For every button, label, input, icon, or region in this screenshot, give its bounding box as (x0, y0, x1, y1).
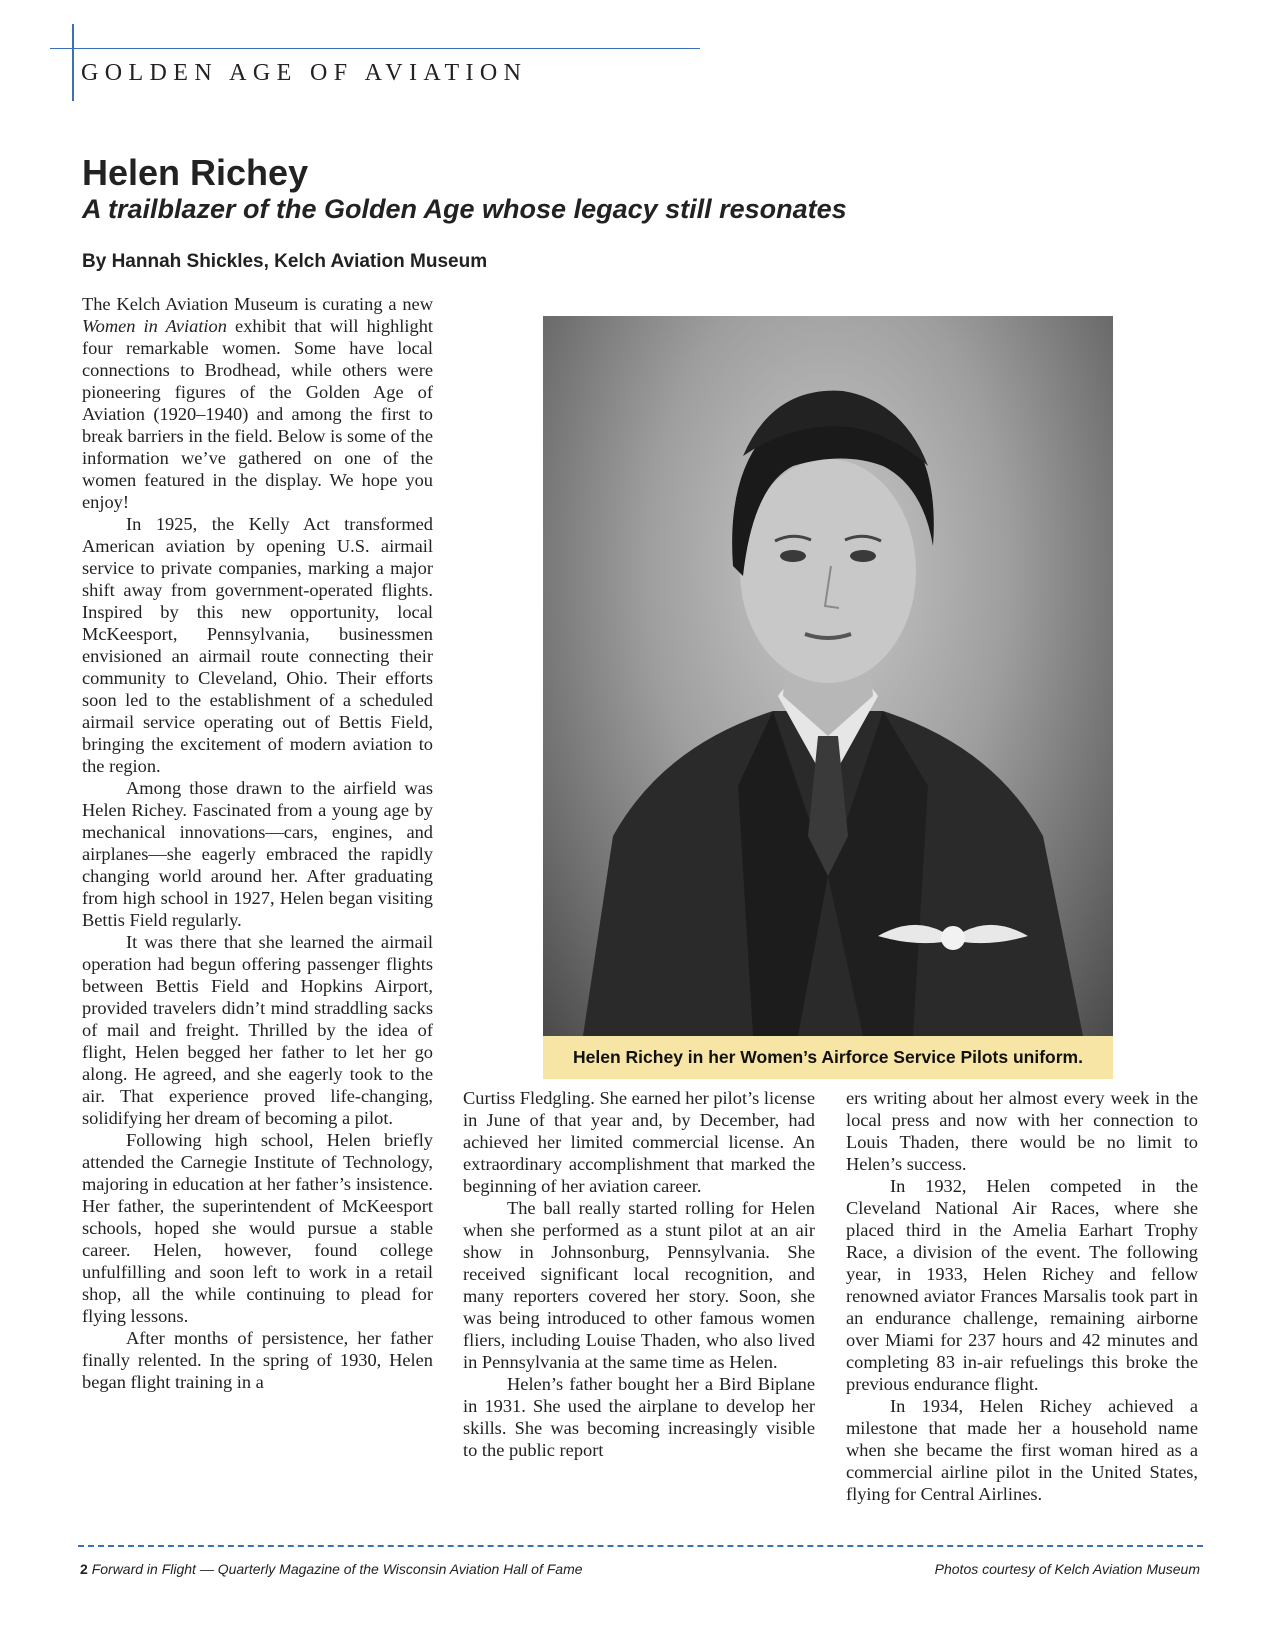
page-number: 2 (80, 1561, 88, 1577)
article-byline: By Hannah Shickles, Kelch Aviation Museum (82, 251, 488, 272)
paragraph: It was there that she learned the airmail operation had begun offering passenger flights between Bettis Field and Hopkins Airport, provided travelers didn’t mind straddling sacks of mail and freight. Thrilled by the idea of flight, Helen begged her father to let her go along. He agreed, and she eagerly took to the air. That experience proved life-changing, solidifying her dream of becoming a pilot. (82, 932, 433, 1128)
paragraph: After months of persistence, her father finally relented. In the spring of 1930, Helen began flight training in a (82, 1328, 433, 1392)
footer-publication: 2 Forward in Flight — Quarterly Magazine of the Wisconsin Aviation Hall of Fame (80, 1561, 583, 1577)
paragraph: In 1932, Helen competed in the Cleveland National Air Races, where she placed third in the Amelia Earhart Trophy Race, a division of the event. The following year, in 1933, Helen Richey and fellow renowned aviator Frances Marsalis took part in an endurance challenge, remaining airborne over Miami for 237 hours and 42 minutes and completing 83 in-air refuelings this broke the previous endurance flight. (846, 1176, 1198, 1394)
article-title: Helen Richey (82, 152, 309, 193)
paragraph: Helen’s father bought her a Bird Biplane in 1931. She used the airplane to develop her skills. She was becoming increasingly visible to the public report (463, 1374, 815, 1460)
photo-credit: Photos courtesy of Kelch Aviation Museum (934, 1561, 1200, 1577)
text-column-1 (82, 293, 433, 1393)
section-label: GOLDEN AGE OF AVIATION (81, 60, 528, 86)
paragraph: ers writing about her almost every week in the local press and now with her connection to Louis Thaden, there would be no limit to Helen’s success. (846, 1088, 1198, 1174)
paragraph: The ball really started rolling for Helen when she performed as a stunt pilot at an air show in Johnsonburg, Pennsylvania. She received significant local recognition, and many reporters covered her story. Soon, she was being introduced to other famous women fliers, including Louise Thaden, who also lived in Pennsylvania at the same time as Helen. (463, 1198, 815, 1372)
header-rule (50, 48, 700, 49)
paragraph: Following high school, Helen briefly attended the Carnegie Institute of Technology, majoring in education at her father’s insistence. Her father, the superintendent of McKeesport schools, hoped she would pursue a stable career. Helen, however, found college unfulfilling and soon left to work in a retail shop, all the while continuing to plead for flying lessons. (82, 1130, 433, 1326)
paragraph: Curtiss Fledgling. She earned her pilot’s license in June of that year and, by December, had achieved her limited commercial license. An extraordinary accomplishment that marked the beginning of her aviation career. (463, 1088, 815, 1196)
exhibit-name: Women in Aviation (82, 316, 227, 336)
article-subtitle: A trailblazer of the Golden Age whose legacy still resonates (82, 194, 847, 224)
header-accent-bar (72, 24, 74, 101)
paragraph: The Kelch Aviation Museum is curating a new Women in Aviation exhibit that will highlight four remarkable women. Some have local connections to Brodhead, while others were pioneering figures of the Golden Age of Aviation (1920–1940) and among the first to break barriers in the field. Below is some of the information we’ve gathered on one of the women featured in the display. We hope you enjoy! (82, 294, 433, 512)
footer-rule (78, 1545, 1203, 1547)
photo-caption: Helen Richey in her Women’s Airforce Service Pilots uniform. (543, 1036, 1113, 1079)
portrait-illustration (543, 316, 1113, 1036)
text-column-2 (463, 1087, 815, 1461)
portrait-photo (543, 316, 1113, 1036)
paragraph: In 1925, the Kelly Act transformed American aviation by opening U.S. airmail service to private companies, marking a major shift away from government-operated flights. Inspired by this new opportunity, local McKeesport, Pennsylvania, businessmen envisioned an airmail route connecting their community to Cleveland, Ohio. Their efforts soon led to the establishment of a scheduled airmail service operating out of Bettis Field, bringing the excitement of modern aviation to the region. (82, 514, 433, 776)
paragraph: In 1934, Helen Richey achieved a milestone that made her a household name when she became the first woman hired as a commercial airline pilot in the United States, flying for Central Airlines. (846, 1396, 1198, 1504)
paragraph: Among those drawn to the airfield was Helen Richey. Fascinated from a young age by mechanical innovations—cars, engines, and airplanes—she eagerly embraced the rapidly changing world around her. After graduating from high school in 1927, Helen began visiting Bettis Field regularly. (82, 778, 433, 930)
text-column-3 (846, 1087, 1198, 1505)
